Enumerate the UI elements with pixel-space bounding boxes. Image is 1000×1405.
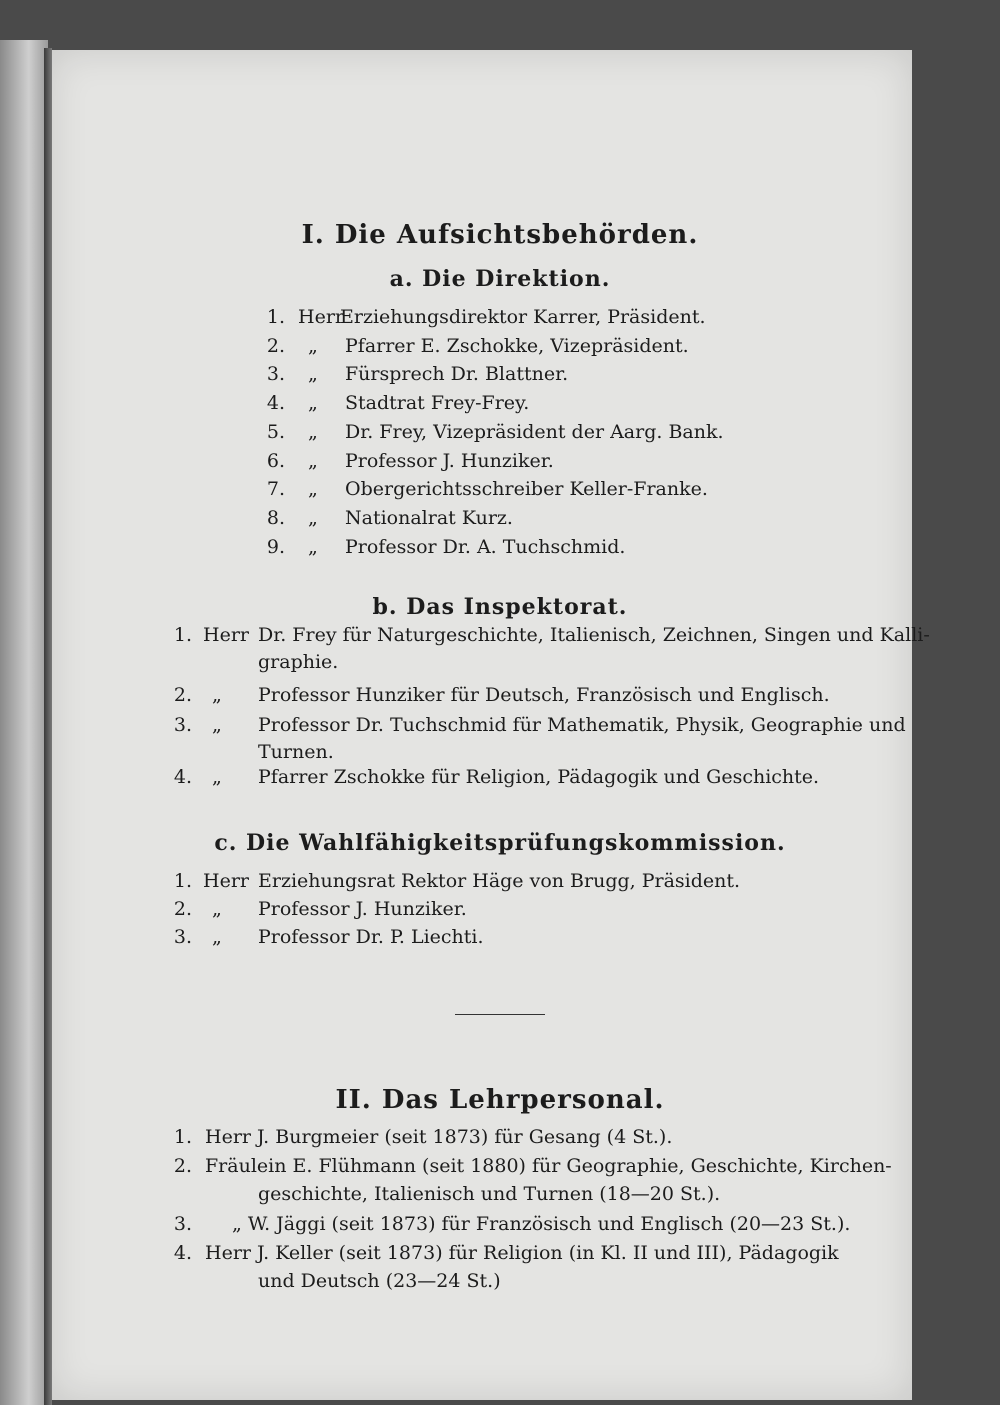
entry-number: 4.	[173, 1242, 192, 1264]
entry-ditto: „	[308, 420, 318, 443]
entry-number: 1.	[173, 870, 192, 892]
entry-number: 1.	[266, 306, 285, 328]
entry-ditto: „	[308, 478, 318, 501]
entry-continuation: graphie.	[258, 651, 339, 673]
entry-continuation: und Deutsch (23—24 St.)	[258, 1270, 501, 1292]
entry-ditto: Herr	[298, 306, 344, 328]
entry-text: Herr J. Keller (seit 1873) für Religion (in Kl. II und III), Pädagogik	[205, 1242, 839, 1264]
entry-continuation: Turnen.	[258, 741, 334, 763]
entry-text: Herr J. Burgmeier (seit 1873) für Gesang (4 St.).	[205, 1126, 673, 1148]
entry-text: Erziehungsdirektor Karrer, Präsident.	[340, 306, 706, 328]
entry-ditto: Herr	[203, 624, 249, 646]
section-divider	[455, 1014, 545, 1015]
entry-text: Dr. Frey für Naturgeschichte, Italienisch, Zeichnen, Singen und Kalli-	[258, 624, 930, 646]
entry-text: Erziehungsrat Rektor Häge von Brugg, Präsident.	[258, 870, 741, 892]
entry-text: Professor Hunziker für Deutsch, Französisch und Englisch.	[258, 684, 830, 706]
entry-number: 3.	[173, 1213, 192, 1235]
entry-number: 3.	[173, 926, 192, 948]
entry-text: Fräulein E. Flühmann (seit 1880) für Geographie, Geschichte, Kirchen-	[205, 1155, 892, 1177]
entry-text: Pfarrer E. Zschokke, Vizepräsident.	[345, 334, 689, 357]
entry-number: 5.	[266, 420, 285, 443]
entry-ditto: „	[308, 535, 318, 558]
entry-number: 6.	[266, 449, 285, 472]
entry-ditto: „	[212, 714, 222, 736]
entry-number: 3.	[266, 363, 285, 386]
entry-number: 2.	[173, 684, 192, 706]
entry-ditto: „	[212, 898, 222, 920]
entry-number: 1.	[173, 1126, 192, 1148]
entry-text: Fürsprech Dr. Blattner.	[345, 363, 569, 386]
entry-ditto: „	[212, 926, 222, 948]
subsection-a-title: a. Die Direktion.	[389, 266, 611, 292]
entry-text: Professor Dr. Tuchschmid für Mathematik, Physik, Geographie und	[258, 714, 906, 736]
entry-number: 4.	[266, 392, 285, 415]
entry-ditto: „	[308, 363, 318, 386]
entry-text: „ W. Jäggi (seit 1873) für Französisch und Englisch (20—23 St.).	[232, 1213, 851, 1235]
entry-ditto: „	[212, 684, 222, 706]
entry-ditto: „	[212, 766, 222, 788]
entry-text: Nationalrat Kurz.	[345, 506, 513, 529]
entry-number: 2.	[266, 334, 285, 357]
entry-number: 1.	[173, 624, 192, 646]
subsection-c-title: c. Die Wahlfähigkeitsprüfungskommission.	[214, 830, 786, 856]
entry-text: Obergerichtsschreiber Keller-Franke.	[345, 478, 708, 501]
entry-text: Pfarrer Zschokke für Religion, Pädagogik und Geschichte.	[258, 766, 820, 788]
entry-text: Professor Dr. A. Tuchschmid.	[345, 535, 626, 558]
entry-number: 2.	[173, 898, 192, 920]
entry-number: 9.	[266, 535, 285, 558]
entry-ditto: „	[308, 392, 318, 415]
entry-ditto: Herr	[203, 870, 249, 892]
entry-text: Stadtrat Frey-Frey.	[345, 392, 530, 415]
entry-ditto: „	[308, 449, 318, 472]
entry-text: Professor J. Hunziker.	[258, 898, 467, 920]
entry-ditto: „	[308, 334, 318, 357]
entry-number: 8.	[266, 506, 285, 529]
section-2-title: II. Das Lehrpersonal.	[335, 1085, 665, 1115]
entry-text: Professor Dr. P. Liechti.	[258, 926, 484, 948]
entry-ditto: „	[308, 506, 318, 529]
section-1-title: I. Die Aufsichtsbehörden.	[301, 220, 699, 250]
entry-continuation: geschichte, Italienisch und Turnen (18—20 St.).	[258, 1183, 721, 1205]
entry-number: 2.	[173, 1155, 192, 1177]
entry-text: Dr. Frey, Vizepräsident der Aarg. Bank.	[345, 420, 724, 443]
entry-number: 4.	[173, 766, 192, 788]
page-gutter	[44, 48, 52, 1405]
subsection-b-title: b. Das Inspektorat.	[372, 594, 628, 620]
entry-number: 7.	[266, 478, 285, 501]
entry-number: 3.	[173, 714, 192, 736]
entry-text: Professor J. Hunziker.	[345, 449, 554, 472]
